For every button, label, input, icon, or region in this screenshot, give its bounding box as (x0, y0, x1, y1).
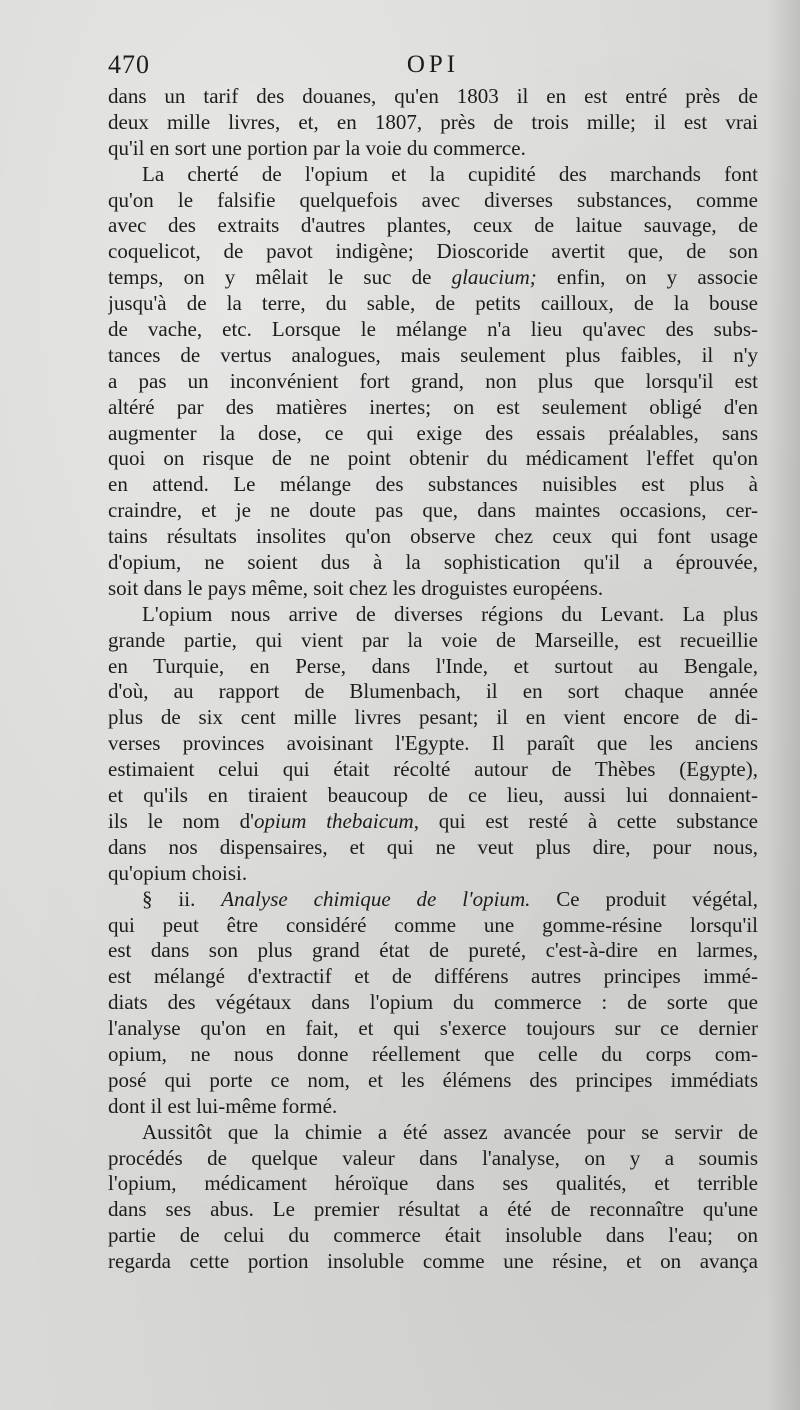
running-head: OPI (406, 51, 460, 78)
paragraph-start-line: Aussitôt que la chimie a été assez avancée pour se servir de (142, 1119, 758, 1144)
text-line-with-italic (108, 265, 758, 291)
text-line: estimaient celui qui était récolté autour de Thèbes (Egypte), (108, 757, 758, 782)
page-edge-shadow (766, 0, 800, 1410)
section-heading-line (108, 887, 758, 913)
line-text: , qui est resté à cette substance (413, 808, 758, 833)
text-line: avec des extraits d'autres plantes, ceux de laitue sauvage, de (108, 213, 758, 238)
text-line: tains résultats insolites qu'on observe chez ceux qui font usage (108, 524, 758, 549)
text-line: augmenter la dose, ce qui exige des essais préalables, sans (108, 420, 758, 445)
text-line: en Turquie, en Perse, dans l'Inde, et surtout au Bengale, (108, 653, 758, 678)
text-line: qu'opium choisi. (108, 860, 248, 885)
text-line: grande partie, qui vient par la voie de Marseille, est recueillie (108, 627, 758, 652)
text-line: coquelicot, de pavot indigène; Dioscoride avertit que, de son (108, 239, 758, 264)
body-text (108, 84, 758, 1275)
section-title: Analyse chimique de l'opium. (221, 886, 531, 911)
text-line: l'opium, médicament héroïque dans ses qualités, et terrible (108, 1171, 758, 1196)
text-line: qu'on le falsifie quelquefois avec diverses substances, comme (108, 187, 758, 212)
text-line: est dans son plus grand état de pureté, c'est-à-dire en larmes, (108, 938, 758, 963)
text-line: dont il est lui-même formé. (108, 1093, 338, 1118)
line-text: ils le nom d' (108, 808, 254, 833)
text-line: en attend. Le mélange des substances nuisibles est plus à (108, 472, 758, 497)
line-text: temps, on y mêlait le suc de (108, 265, 452, 290)
text-line: partie de celui du commerce était insoluble dans l'eau; on (108, 1223, 758, 1248)
page-header (108, 48, 758, 82)
line-text: Ce produit végétal, (530, 886, 758, 911)
italic-term-glaucium: glaucium; (451, 265, 537, 290)
text-line: regarda cette portion insoluble comme une résine, et on avança (108, 1249, 758, 1274)
text-line: plus de six cent mille livres pesant; il en vient encore de di- (108, 705, 758, 730)
paragraph-start-line: L'opium nous arrive de diverses régions du Levant. La plus (142, 601, 758, 626)
text-line: a pas un inconvénient fort grand, non plus que lorsqu'il est (108, 368, 758, 393)
text-line: soit dans le pays même, soit chez les droguistes européens. (108, 575, 604, 600)
text-line: et qu'ils en tiraient beaucoup de ce lieu, aussi lui donnaient- (108, 783, 758, 808)
text-line: deux mille livres, et, en 1807, près de trois mille; il est vrai (108, 109, 758, 134)
section-number: § ii. (142, 886, 222, 911)
text-line: diats des végétaux dans l'opium du commerce : de sorte que (108, 990, 758, 1015)
text-line: altéré par des matières inertes; on est seulement obligé d'en (108, 394, 758, 419)
text-line-with-italic (108, 809, 758, 835)
text-line: d'opium, ne soient dus à la sophistication qu'il a éprouvée, (108, 550, 758, 575)
text-line: dans nos dispensaires, et qui ne veut plus dire, pour nous, (108, 834, 758, 859)
text-line: qu'il en sort une portion par la voie du commerce. (108, 135, 526, 160)
text-line: quoi on risque de ne point obtenir du médicament l'effet qu'on (108, 446, 758, 471)
text-line: tances de vertus analogues, mais seulement plus faibles, il n'y (108, 342, 758, 367)
italic-term-opium-thebaicum: opium thebaicum (253, 808, 414, 833)
text-line: verses provinces avoisinant l'Egypte. Il paraît que les anciens (108, 731, 758, 756)
text-line: est mélangé d'extractif et de différens autres principes immé- (108, 964, 758, 989)
text-line: jusqu'à de la terre, du sable, de petits cailloux, de la bouse (108, 291, 758, 316)
page-number: 470 (108, 50, 150, 79)
text-line: dans un tarif des douanes, qu'en 1803 il en est entré près de (108, 84, 758, 108)
text-line: d'où, au rapport de Blumenbach, il en sort chaque année (108, 679, 758, 704)
text-line: l'analyse qu'on en fait, et qui s'exerce toujours sur ce dernier (108, 1016, 758, 1041)
text-line: craindre, et je ne doute pas que, dans maintes occasions, cer- (108, 498, 758, 523)
text-line: procédés de quelque valeur dans l'analyse, on y a soumis (108, 1145, 758, 1170)
line-text: enfin, on y associe (536, 265, 758, 290)
paragraph-start-line: La cherté de l'opium et la cupidité des marchands font (142, 161, 758, 186)
text-line: dans ses abus. Le premier résultat a été de reconnaître qu'une (108, 1197, 758, 1222)
text-line: opium, ne nous donne réellement que celle du corps com- (108, 1041, 758, 1066)
text-line: posé qui porte ce nom, et les élémens des principes immédiats (108, 1067, 758, 1092)
text-line: qui peut être considéré comme une gomme-résine lorsqu'il (108, 912, 758, 937)
text-line: de vache, etc. Lorsque le mélange n'a lieu qu'avec des subs- (108, 317, 758, 342)
